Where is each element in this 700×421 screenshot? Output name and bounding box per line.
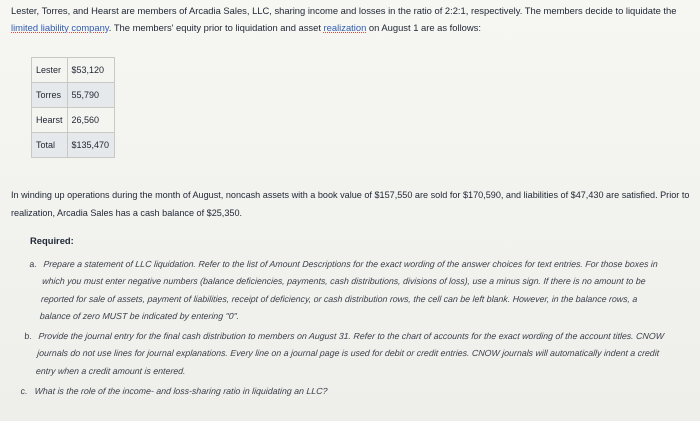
- requirement-letter: c.: [20, 386, 28, 397]
- intro-text-part2: . The members' equity prior to liquidation and asset: [108, 22, 324, 33]
- member-equity-amount: $53,120: [67, 58, 114, 83]
- requirement-letter: a.: [29, 259, 38, 269]
- limited-liability-company-link[interactable]: limited liability company: [11, 22, 109, 33]
- total-label: Total: [32, 133, 68, 158]
- required-heading: Required:: [30, 235, 74, 246]
- member-name: Torres: [32, 83, 68, 108]
- requirements-list: [20, 256, 670, 400]
- requirement-text: Prepare a statement of LLC liquidation. Refer to the list of Amount Descriptions for the exact wording of the answer choices for text entries. For those boxes in which you must enter negative numbers (balance deficiencies, payments, cash distributions, divisions of loss), use a minus sign. If there is no amount to be reported for sale of assets, payment of liabilities, receipt of deficiency, or cash distribution rows, the cell can be left blank. However, in the balance rows, a balance of zero MUST be indicated by entering "0".: [39, 259, 659, 321]
- winding-up-paragraph: In winding up operations during the month of August, noncash assets with a book value of $157,550 are sold for $170,590, and liabilities of $47,430 are satisfied. Prior to realization, Arcadia Sales has a cash balance of $25,350.: [11, 190, 690, 218]
- members-equity-table: [31, 57, 115, 158]
- requirement-text: Provide the journal entry for the final cash distribution to members on August 31. Refer to the chart of accounts for the exact wording of the account titles. CNOW journals do not use lines for journal explanations. Every line on a journal page is used for debit or credit entries. CNOW journals will automatically indent a credit entry when a credit amount is entered.: [35, 331, 665, 376]
- table-row: [32, 133, 115, 158]
- intro-paragraph: [11, 2, 697, 36]
- requirement-c: [20, 383, 661, 400]
- table-row: [32, 83, 115, 108]
- requirement-letter: b.: [24, 331, 33, 342]
- member-equity-amount: 26,560: [67, 108, 114, 133]
- requirement-b: [21, 328, 665, 380]
- requirement-a: [25, 256, 670, 325]
- table-row: [32, 58, 115, 83]
- requirement-text: What is the role of the income- and loss-sharing ratio in liquidating an LLC?: [34, 386, 328, 397]
- realization-link[interactable]: realization: [323, 22, 367, 33]
- total-equity-amount: $135,470: [67, 133, 114, 158]
- member-equity-amount: 55,790: [67, 83, 114, 108]
- intro-text-part3: on August 1 are as follows:: [366, 22, 481, 33]
- intro-text-part1: Lester, Torres, and Hearst are members of Arcadia Sales, LLC, sharing income and losses in the ratio of 2:2:1, respectively. The members decide to liquidate the: [11, 5, 677, 16]
- member-name: Hearst: [32, 108, 68, 133]
- table-row: [32, 108, 115, 133]
- member-name: Lester: [32, 58, 68, 83]
